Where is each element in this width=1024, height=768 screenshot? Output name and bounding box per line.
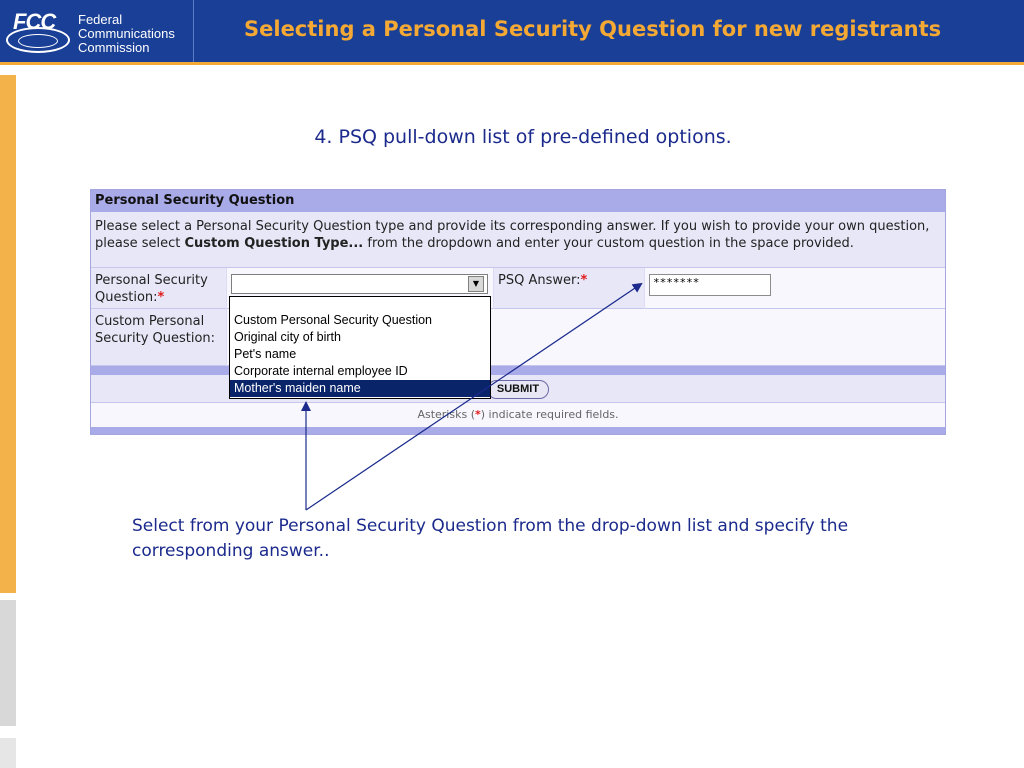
step-title: 4. PSQ pull-down list of pre-defined options. xyxy=(314,126,732,148)
required-note-after: ) indicate required fields. xyxy=(480,408,619,421)
logo-mark: FCC xyxy=(13,9,56,34)
dropdown-option-selected[interactable]: Mother's maiden name xyxy=(230,380,490,397)
logo-line-federal: Federal xyxy=(78,12,123,27)
answer-label-text: PSQ Answer: xyxy=(498,273,581,288)
panel-title: Personal Security Question xyxy=(95,193,295,208)
chevron-down-icon[interactable]: ▼ xyxy=(468,276,484,292)
dropdown-option[interactable]: Original city of birth xyxy=(234,330,341,344)
slide-title: Selecting a Personal Security Question for new registrants xyxy=(244,17,942,41)
required-note-mark: * xyxy=(475,408,481,421)
arrow-to-answer xyxy=(306,284,641,510)
required-note-before: Asterisks ( xyxy=(417,408,475,421)
psq-label-text: Personal Security Question: xyxy=(95,273,208,305)
custom-question-label: Custom Personal Security Question: xyxy=(95,314,216,346)
submit-button[interactable]: SUBMIT xyxy=(487,380,549,399)
logo-line-communications: Communications xyxy=(78,26,175,41)
psq-required-mark: * xyxy=(157,290,165,305)
dropdown-option[interactable]: Custom Personal Security Question xyxy=(234,313,433,327)
dropdown-option[interactable]: Pet's name xyxy=(234,347,297,361)
intro-text-bold: Custom Question Type... xyxy=(184,236,364,251)
psq-answer-input[interactable]: ******* xyxy=(649,274,771,296)
dropdown-option[interactable]: Corporate internal employee ID xyxy=(234,364,408,378)
answer-required-mark: * xyxy=(580,273,588,288)
intro-text-part2: from the dropdown and enter your custom question in the space provided. xyxy=(363,236,854,251)
logo-line-commission: Commission xyxy=(78,40,150,55)
intro-text-part1: Please select a Personal Security Question type and provide its corresponding answer. If you wish to provide your own question, please select xyxy=(95,219,930,251)
callout-text: Select from your Personal Security Question from the drop-down list and specify the corresponding answer.. xyxy=(132,516,849,561)
